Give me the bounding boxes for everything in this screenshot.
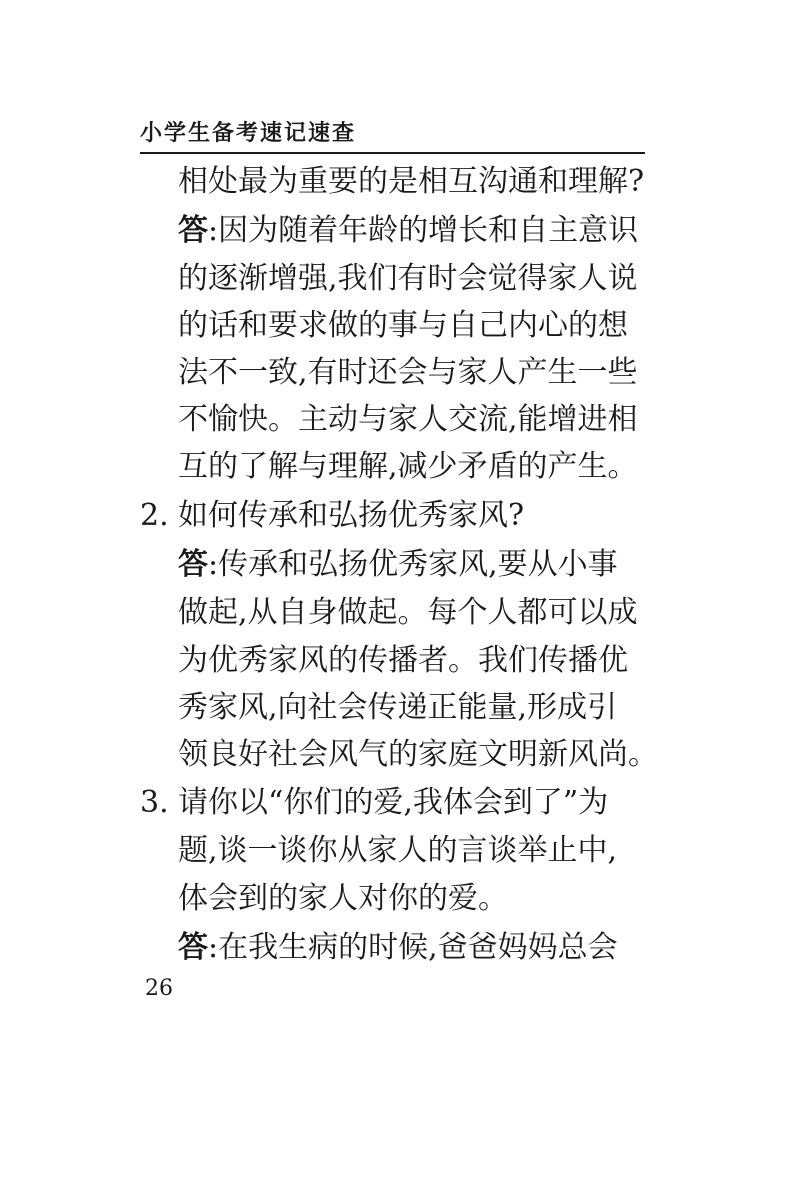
answer-text: 不愉快。主动与家人交流,能增进相 <box>178 402 638 437</box>
question-3-line <box>0 875 800 923</box>
question-2-line <box>0 492 800 540</box>
answer-text: 做起,从自身做起。每个人都可以成 <box>178 595 638 630</box>
answer-3-line <box>0 924 800 972</box>
question-number: 3. <box>140 785 169 820</box>
answer-2-first-line <box>178 541 618 589</box>
answer-label: 答 <box>178 547 208 582</box>
answer-2-line <box>0 589 800 637</box>
answer-text: 领良好社会风气的家庭文明新风尚。 <box>178 737 658 772</box>
answer-1-line <box>0 396 800 444</box>
answer-text: 为优秀家风的传播者。我们传播优 <box>178 643 628 678</box>
answer-1-line <box>0 443 800 491</box>
answer-text: 的话和要求做的事与自己内心的想 <box>178 308 628 343</box>
question-1-continuation: 相处最为重要的是相互沟通和理解? <box>178 164 645 199</box>
question-3-text: 请你以“你们的爱,我体会到了”为 <box>178 785 609 820</box>
question-3-text: 题,谈一谈你从家人的言谈举止中, <box>178 833 618 868</box>
answer-1-line <box>0 349 800 397</box>
question-2-text: 如何传承和弘扬优秀家风? <box>178 498 525 533</box>
question-3-text: 体会到的家人对你的爱。 <box>178 881 508 916</box>
answer-text: :在我生病的时候,爸爸妈妈总会 <box>208 930 618 965</box>
question-number: 2. <box>140 498 169 533</box>
answer-label: 答 <box>178 930 208 965</box>
answer-label: 答 <box>178 213 208 248</box>
answer-text: :传承和弘扬优秀家风,要从小事 <box>208 547 618 582</box>
answer-1-line <box>0 302 800 350</box>
answer-3-first-line <box>178 924 618 972</box>
answer-2-line <box>0 637 800 685</box>
answer-2-line <box>0 541 800 589</box>
answer-1-first-line <box>178 207 638 255</box>
answer-text: :因为随着年龄的增长和自主意识 <box>208 213 639 248</box>
answer-text: 秀家风,向社会传递正能量,形成引 <box>178 690 618 725</box>
question-3-line <box>0 827 800 875</box>
header-divider <box>140 152 645 154</box>
answer-text: 法不一致,有时还会与家人产生一些 <box>178 355 638 390</box>
answer-1-line <box>0 207 800 255</box>
answer-text: 互的了解与理解,减少矛盾的产生。 <box>178 449 638 484</box>
book-title-header: 小学生备考速记速查 <box>140 121 357 146</box>
answer-2-line <box>0 684 800 732</box>
answer-1-line <box>0 255 800 303</box>
question-3-line <box>0 779 800 827</box>
answer-2-line <box>0 731 800 779</box>
answer-text: 的逐渐增强,我们有时会觉得家人说 <box>178 261 638 296</box>
text-line <box>0 158 800 206</box>
page-number: 26 <box>145 976 173 1001</box>
